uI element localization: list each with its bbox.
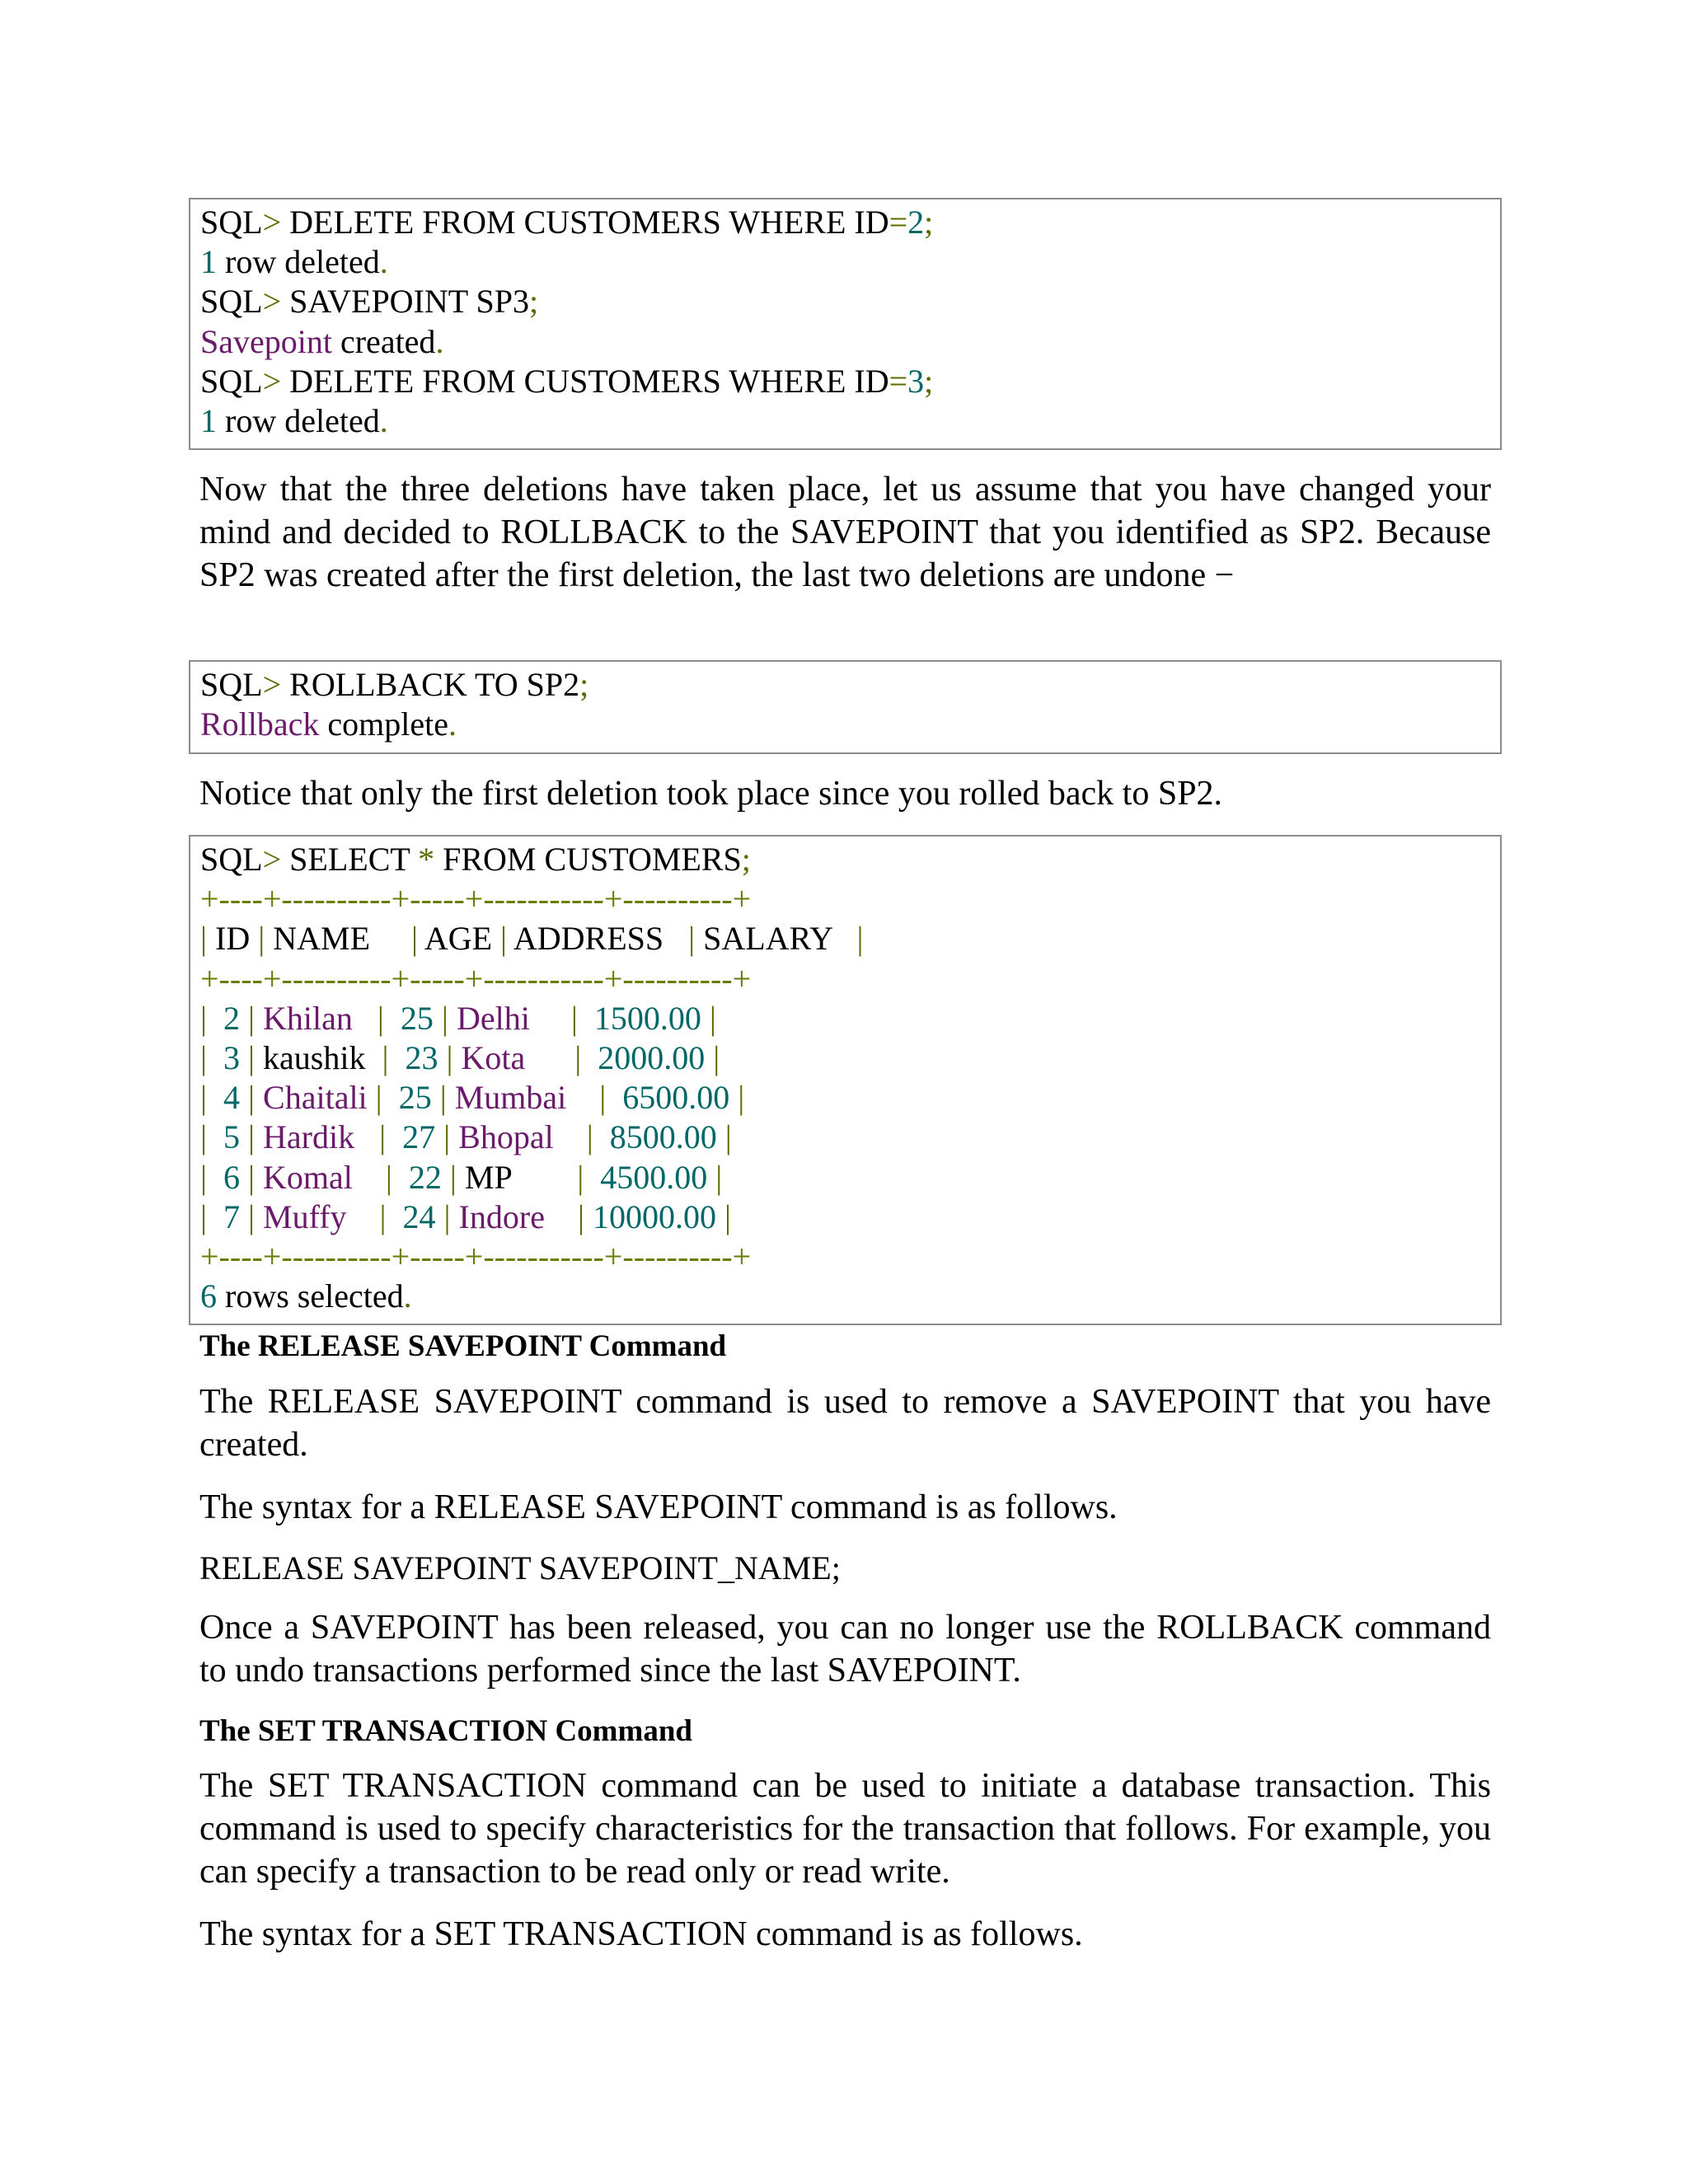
code-token: | bbox=[500, 920, 508, 958]
code-token: 25 bbox=[400, 999, 434, 1037]
code-token: | bbox=[375, 1079, 382, 1117]
code-line bbox=[200, 879, 1490, 919]
code-token: | bbox=[248, 1118, 256, 1156]
code-token bbox=[593, 1118, 610, 1155]
code-token: | bbox=[200, 1158, 208, 1196]
code-token: | bbox=[248, 999, 256, 1037]
code-token bbox=[240, 1118, 248, 1155]
code-line bbox=[200, 1158, 1490, 1197]
code-token: 8500.00 bbox=[609, 1118, 717, 1156]
code-token: | bbox=[411, 920, 419, 958]
code-token bbox=[435, 1118, 443, 1155]
code-token: > bbox=[262, 666, 282, 703]
code-line bbox=[200, 322, 1490, 362]
code-token: Indore bbox=[458, 1197, 545, 1235]
code-token bbox=[717, 1118, 725, 1155]
code-token bbox=[578, 1000, 594, 1037]
paragraph-notice: Notice that only the first deletion took place since you rolled back to SP2. bbox=[199, 775, 1223, 813]
code-token: Delhi bbox=[456, 999, 530, 1037]
code-token: 2000.00 bbox=[598, 1038, 706, 1076]
code-token: kaushik bbox=[255, 1038, 382, 1076]
code-token: | bbox=[248, 1079, 256, 1117]
code-token: | bbox=[856, 920, 864, 958]
code-token: | bbox=[200, 1118, 208, 1156]
code-token: > bbox=[262, 283, 282, 321]
code-token bbox=[581, 1039, 598, 1076]
code-token: 10000.00 bbox=[592, 1197, 716, 1235]
code-token: FROM CUSTOMERS bbox=[434, 841, 742, 878]
code-token: | bbox=[724, 1118, 732, 1156]
code-token: SQL bbox=[200, 283, 263, 321]
code-token: +----+----------+-----+-----------+----------+ bbox=[200, 959, 752, 997]
code-token: Chaitali bbox=[263, 1079, 368, 1117]
code-token: +----+----------+-----+-----------+----------+ bbox=[200, 1237, 752, 1275]
code-token: row deleted bbox=[217, 401, 380, 439]
code-token: NAME bbox=[265, 920, 412, 958]
code-line bbox=[200, 1078, 1490, 1118]
code-line bbox=[200, 242, 1490, 282]
code-token: = bbox=[889, 204, 908, 241]
code-token: . bbox=[379, 243, 388, 281]
code-token: 6500.00 bbox=[622, 1079, 730, 1117]
code-token bbox=[438, 1039, 446, 1076]
code-token: rows selected bbox=[217, 1277, 404, 1315]
code-token: | bbox=[688, 920, 696, 958]
code-token: | bbox=[200, 1079, 208, 1117]
paragraph-release-syntax-intro: The syntax for a RELEASE SAVEPOINT command is as follows. bbox=[199, 1488, 1118, 1526]
paragraph-release-description: The RELEASE SAVEPOINT command is used to remove a SAVEPOINT that you have created. bbox=[199, 1383, 1491, 1464]
code-token: | bbox=[248, 1197, 256, 1235]
code-token: | bbox=[715, 1158, 723, 1196]
code-token bbox=[386, 1118, 402, 1155]
code-token: 3 bbox=[907, 362, 925, 400]
code-block-rollback bbox=[189, 660, 1502, 754]
code-token: 5 bbox=[223, 1118, 241, 1156]
code-token: created bbox=[331, 322, 436, 360]
code-token: | bbox=[258, 920, 265, 958]
code-token: | bbox=[200, 999, 208, 1037]
code-block-select bbox=[189, 835, 1502, 1325]
code-token bbox=[207, 1000, 223, 1037]
code-line bbox=[200, 705, 1490, 744]
code-token: 25 bbox=[398, 1079, 432, 1117]
code-token bbox=[584, 1159, 600, 1196]
code-token: | bbox=[248, 1158, 256, 1196]
code-token bbox=[240, 1000, 248, 1037]
code-token: SAVEPOINT SP3 bbox=[281, 283, 529, 321]
code-token: | bbox=[379, 1197, 387, 1235]
code-token bbox=[545, 1198, 578, 1235]
code-token: ID bbox=[207, 920, 259, 958]
code-token: 1 bbox=[200, 243, 217, 281]
code-token bbox=[255, 1198, 263, 1235]
code-line bbox=[200, 203, 1490, 242]
code-token bbox=[207, 1039, 223, 1076]
code-token bbox=[701, 1000, 710, 1037]
code-token: SQL bbox=[200, 204, 263, 241]
code-token bbox=[255, 1159, 263, 1196]
code-token: ; bbox=[528, 283, 539, 321]
code-token: 6 bbox=[200, 1277, 217, 1315]
code-token bbox=[716, 1198, 724, 1235]
code-token: MP bbox=[456, 1158, 578, 1196]
code-token bbox=[240, 1198, 248, 1235]
code-token: | bbox=[446, 1038, 453, 1076]
code-token: Hardik bbox=[263, 1118, 355, 1156]
code-token bbox=[353, 1159, 386, 1196]
code-token bbox=[436, 1198, 444, 1235]
code-token bbox=[707, 1159, 715, 1196]
code-token: 4 bbox=[223, 1079, 241, 1117]
code-token bbox=[450, 1118, 458, 1155]
code-token: | bbox=[200, 920, 208, 958]
code-line bbox=[200, 282, 1490, 321]
code-token bbox=[566, 1079, 599, 1116]
code-token bbox=[447, 1079, 455, 1116]
code-token: > bbox=[262, 362, 282, 400]
code-token bbox=[451, 1198, 459, 1235]
code-token: Khilan bbox=[263, 999, 353, 1037]
code-token: 7 bbox=[223, 1197, 241, 1235]
code-token: ; bbox=[924, 362, 934, 400]
code-token: SQL bbox=[200, 841, 263, 878]
code-token bbox=[584, 1198, 593, 1235]
code-token: = bbox=[889, 362, 908, 400]
code-token: ; bbox=[579, 666, 589, 703]
code-token: 23 bbox=[405, 1038, 438, 1076]
code-token: 4500.00 bbox=[600, 1158, 708, 1196]
code-token bbox=[442, 1159, 450, 1196]
code-token: 6 bbox=[223, 1158, 241, 1196]
code-token bbox=[207, 1118, 223, 1155]
code-token bbox=[207, 1198, 223, 1235]
code-token: > bbox=[262, 841, 282, 878]
code-token: SQL bbox=[200, 666, 263, 703]
code-token: | bbox=[443, 1118, 451, 1156]
code-token: ADDRESS bbox=[507, 920, 689, 958]
code-token: ROLLBACK TO SP2 bbox=[281, 666, 580, 703]
code-token: complete bbox=[319, 705, 449, 743]
code-token bbox=[368, 1079, 376, 1116]
code-token: 3 bbox=[223, 1038, 241, 1076]
code-token: 2 bbox=[907, 204, 925, 241]
code-token bbox=[240, 1039, 248, 1076]
code-line bbox=[200, 1237, 1490, 1277]
code-line bbox=[200, 1038, 1490, 1078]
code-token bbox=[387, 1198, 403, 1235]
code-token bbox=[255, 1079, 263, 1116]
code-token bbox=[705, 1039, 713, 1076]
code-token: | bbox=[724, 1197, 731, 1235]
heading-release-savepoint: The RELEASE SAVEPOINT Command bbox=[199, 1329, 727, 1363]
code-line bbox=[200, 999, 1490, 1038]
code-token bbox=[434, 1000, 442, 1037]
code-line bbox=[200, 401, 1490, 441]
code-token: 1500.00 bbox=[593, 999, 701, 1037]
code-line bbox=[200, 665, 1490, 705]
code-token bbox=[255, 1118, 263, 1155]
code-token: | bbox=[713, 1038, 720, 1076]
paragraph-set-transaction-syntax-intro: The syntax for a SET TRANSACTION command is as follows. bbox=[199, 1915, 1083, 1953]
code-token: Kota bbox=[461, 1038, 526, 1076]
code-line bbox=[200, 362, 1490, 401]
code-token: | bbox=[738, 1079, 745, 1117]
code-token: > bbox=[262, 204, 282, 241]
code-token: SQL bbox=[200, 362, 263, 400]
code-token: | bbox=[577, 1197, 584, 1235]
code-token bbox=[453, 1039, 462, 1076]
code-token: DELETE FROM CUSTOMERS WHERE ID bbox=[281, 204, 889, 241]
code-token: ; bbox=[924, 204, 934, 241]
code-token: | bbox=[200, 1038, 208, 1076]
code-token: Rollback bbox=[200, 705, 320, 743]
code-token: row deleted bbox=[217, 243, 380, 281]
code-token: +----+----------+-----+-----------+----------+ bbox=[200, 880, 752, 918]
code-token: Mumbai bbox=[454, 1079, 567, 1117]
code-token bbox=[448, 1000, 457, 1037]
code-line bbox=[200, 919, 1490, 958]
code-token bbox=[207, 1159, 223, 1196]
code-block-delete-savepoint bbox=[189, 198, 1502, 450]
code-token: | bbox=[385, 1158, 392, 1196]
release-savepoint-syntax: RELEASE SAVEPOINT SAVEPOINT_NAME; bbox=[199, 1549, 841, 1586]
code-token: | bbox=[441, 999, 448, 1037]
code-token bbox=[382, 1079, 399, 1116]
code-line bbox=[200, 959, 1490, 999]
code-token: SELECT bbox=[281, 841, 419, 878]
code-token bbox=[392, 1159, 409, 1196]
code-token bbox=[384, 1000, 401, 1037]
code-token bbox=[353, 1000, 377, 1037]
code-token: | bbox=[577, 1158, 584, 1196]
code-token: | bbox=[200, 1197, 208, 1235]
code-token: . bbox=[435, 322, 444, 360]
code-token: 27 bbox=[402, 1118, 436, 1156]
code-token: | bbox=[377, 999, 384, 1037]
code-line bbox=[200, 840, 1490, 879]
code-token: | bbox=[248, 1038, 256, 1076]
code-token: ; bbox=[741, 841, 751, 878]
code-token bbox=[554, 1118, 587, 1155]
code-token: 22 bbox=[408, 1158, 442, 1196]
code-token bbox=[729, 1079, 738, 1116]
code-line bbox=[200, 1118, 1490, 1157]
code-token bbox=[525, 1039, 574, 1076]
code-token: Komal bbox=[263, 1158, 353, 1196]
code-token: | bbox=[439, 1079, 447, 1117]
code-token: . bbox=[379, 401, 388, 439]
code-token bbox=[530, 1000, 571, 1037]
code-line bbox=[200, 1277, 1490, 1316]
code-token: . bbox=[448, 705, 457, 743]
code-token bbox=[240, 1159, 248, 1196]
code-token: | bbox=[449, 1158, 457, 1196]
code-token: SALARY bbox=[695, 920, 857, 958]
code-token: | bbox=[443, 1197, 451, 1235]
code-token: Savepoint bbox=[200, 322, 332, 360]
code-token bbox=[207, 1079, 223, 1116]
code-line bbox=[200, 1197, 1490, 1237]
code-token: 1 bbox=[200, 401, 217, 439]
code-token: | bbox=[574, 1038, 582, 1076]
paragraph-set-transaction-description: The SET TRANSACTION command can be used to initiate a database transaction. This command is used to specify characteristics for the transaction that follows. For example, you can specify a transaction to be read only or read write. bbox=[199, 1767, 1491, 1891]
paragraph-release-effect: Once a SAVEPOINT has been released, you can no longer use the ROLLBACK command to undo transactions performed since the last SAVEPOINT. bbox=[199, 1609, 1491, 1690]
code-token bbox=[432, 1079, 440, 1116]
code-token: | bbox=[379, 1118, 387, 1156]
code-token: Bhopal bbox=[458, 1118, 554, 1156]
code-token: | bbox=[570, 999, 578, 1037]
code-token: Muffy bbox=[263, 1197, 347, 1235]
heading-set-transaction: The SET TRANSACTION Command bbox=[199, 1714, 692, 1748]
paragraph-rollback-explanation: Now that the three deletions have taken place, let us assume that you have changed your mind and decided to ROLLBACK to the SAVEPOINT that you identified as SP2. Because SP2 was created after the first deletion, the last two deletions are undone − bbox=[199, 471, 1491, 594]
code-token: 24 bbox=[402, 1197, 436, 1235]
code-token: | bbox=[586, 1118, 593, 1156]
code-token: AGE bbox=[418, 920, 501, 958]
code-token bbox=[354, 1118, 379, 1155]
code-token bbox=[606, 1079, 622, 1116]
code-token: | bbox=[599, 1079, 607, 1117]
code-token bbox=[240, 1079, 248, 1116]
code-token: DELETE FROM CUSTOMERS WHERE ID bbox=[281, 362, 889, 400]
code-token: * bbox=[418, 841, 435, 878]
code-token bbox=[388, 1039, 405, 1076]
code-token: | bbox=[709, 999, 716, 1037]
code-token: | bbox=[382, 1038, 389, 1076]
code-token bbox=[347, 1198, 380, 1235]
code-token bbox=[255, 1000, 263, 1037]
code-token: . bbox=[403, 1277, 412, 1315]
code-token: 2 bbox=[223, 999, 241, 1037]
